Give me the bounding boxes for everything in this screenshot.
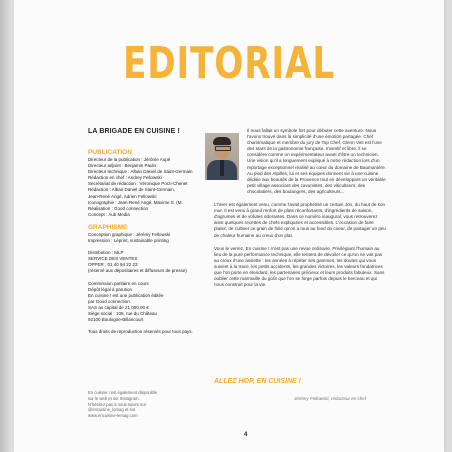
masthead-heading: LA BRIGADE EN CUISINE ! xyxy=(88,128,180,135)
publication-line: Directeur technique : Alban Daniel de Saint-Germain xyxy=(88,169,193,175)
editorial-signoff: ALLEZ HOP, EN CUISINE ! xyxy=(214,378,301,385)
publication-line: Secrétariat de rédaction : Véronique Porzi-Chenet xyxy=(88,181,188,187)
commission-line: En cuisine ! est une publication éditée xyxy=(88,292,164,298)
publication-line: Concept : Aub Media xyxy=(88,211,130,217)
graphisme-line: Conception graphique : Jérémy Fellowski xyxy=(88,231,171,237)
masthead-column xyxy=(88,128,218,335)
distribution-line: (réservé aux dépositaires et diffuseurs de presse) xyxy=(88,268,187,274)
distribution-line: OPPER : 01 40 94 22 23 xyxy=(88,262,138,268)
commission-line: par Good connection xyxy=(88,298,130,304)
commission-line: Siège social : 106, rue du Château xyxy=(88,310,158,316)
binding-spine xyxy=(0,0,14,452)
distribution-line: Distribution : MLP xyxy=(88,250,124,256)
page-title: EDITORIAL xyxy=(123,38,335,89)
rights-line: Tous droits de reproduction réservés pour tous pays. xyxy=(88,329,193,335)
publication-line: Rédaction : Alban Daniel de Saint-Germain, xyxy=(88,187,176,193)
footer-line: N'hésitez pas à nous suivre sur xyxy=(88,401,147,407)
commission-line: 92100 Boulogne-Billancourt xyxy=(88,317,144,323)
editorial-paragraph: L'hiver est également venu, comme l'avait prophétisé un certain Jon, du haut de son mur. Il est venu à grand renfort de plats réconfortants, d'ingrédients de saison, d'agrumes et de volutes odorantes. Dans ce numéro inaugural, vous retrouverez ainsi quelques recettes de chefs expliquées et accessibles. L'occasion de faire plaisir, de cultiver ce grain de folie qu'on a tous au fond du coeur, de partager un peu de chaleur humaine au creux d'un plat. xyxy=(214,202,386,238)
editorial-paragraph: Vous le verrez, En cuisine ! n'est pas une revue ordinaire. Privilégiant l'humain au lieu de la pure performance technique, elle tentera de dévoiler ce qu'on ne voit pas au creux d'une assiette : les années à répéter ses gammes, les doutes qui vous suivent à la trace, les petits accidents, les grandes victoires, les valeurs fondatrices que l'on porte en étendard, les partenaires précieux et leurs produits fabuleux. Sans oublier cette marmaille du goût que l'on se forge parfois depuis le berceau et qui nous construit pour la vie. xyxy=(214,245,385,288)
publication-line: Rédaction en chef : Andrey Fellowski xyxy=(88,175,162,181)
footer-line: @encuisine_lemag et sur xyxy=(88,407,136,413)
footer-line: En cuisine ! est également disponible xyxy=(88,390,158,395)
graphisme-line: Impression : Léprint, sustainable printing xyxy=(88,238,169,244)
distribution-line: SERVICE DES VENTES xyxy=(88,256,138,262)
editorial-paragraph: Il nous fallait un symbole fort pour débuter cette aventure. Nous l'avons trouvé dans la simplicité d'une émotion partagée. Chef charismatique et membre du jury de Top Chef, Glenn Viel est l'une des stars de la gastronomie française. Inventif et libre, il se considère comme un expérimentateur avant d'être un technicien. Une vision qu'il a longuement expliqué à notre rédaction lors d'un reportage exceptionnel réalisé au cœur du domaine de Baumanière. Au pied des Alpilles, lui et ses équipes donnent vie à une cuisine dédiée aux beautés de la Provence tout en développant un véritable petit village associant des cavunistes, des viticulteurs, des chocolatiers, des boulangers, des agriculteurs... xyxy=(247,128,386,194)
footer-line: www.encuisine-lemag.com xyxy=(88,413,138,419)
footer-line: sur le web et sur Instagram. xyxy=(88,395,140,401)
publication-line: Directeur de la publication : Jérôme Aupé xyxy=(88,157,171,162)
magazine-page xyxy=(14,0,444,452)
publication-line: Directeur adjoint : Benjamin Paulo xyxy=(88,163,157,169)
page-number: 4 xyxy=(244,432,248,438)
publication-title: PUBLICATION xyxy=(88,149,132,156)
commission-line: SAS au capital de 21 000,00 € xyxy=(88,304,149,310)
commission-line: Dépôt légal à parution xyxy=(88,286,133,292)
publication-line: Iconographie : Jean-René Angé, Maxime S. (M. xyxy=(88,199,183,205)
commission-line: Commission paritaire en cours xyxy=(88,280,149,286)
publication-line: Réalisation : Good connection xyxy=(88,205,149,211)
publication-line: Jean-René Angé, Adrien Fellowski xyxy=(88,193,157,199)
editorial-body xyxy=(214,128,386,295)
social-footer xyxy=(88,390,208,419)
graphisme-title: GRAPHISME xyxy=(88,223,128,231)
editor-credit: Jérémy Fellowski, rédacteur en chef xyxy=(294,396,367,401)
